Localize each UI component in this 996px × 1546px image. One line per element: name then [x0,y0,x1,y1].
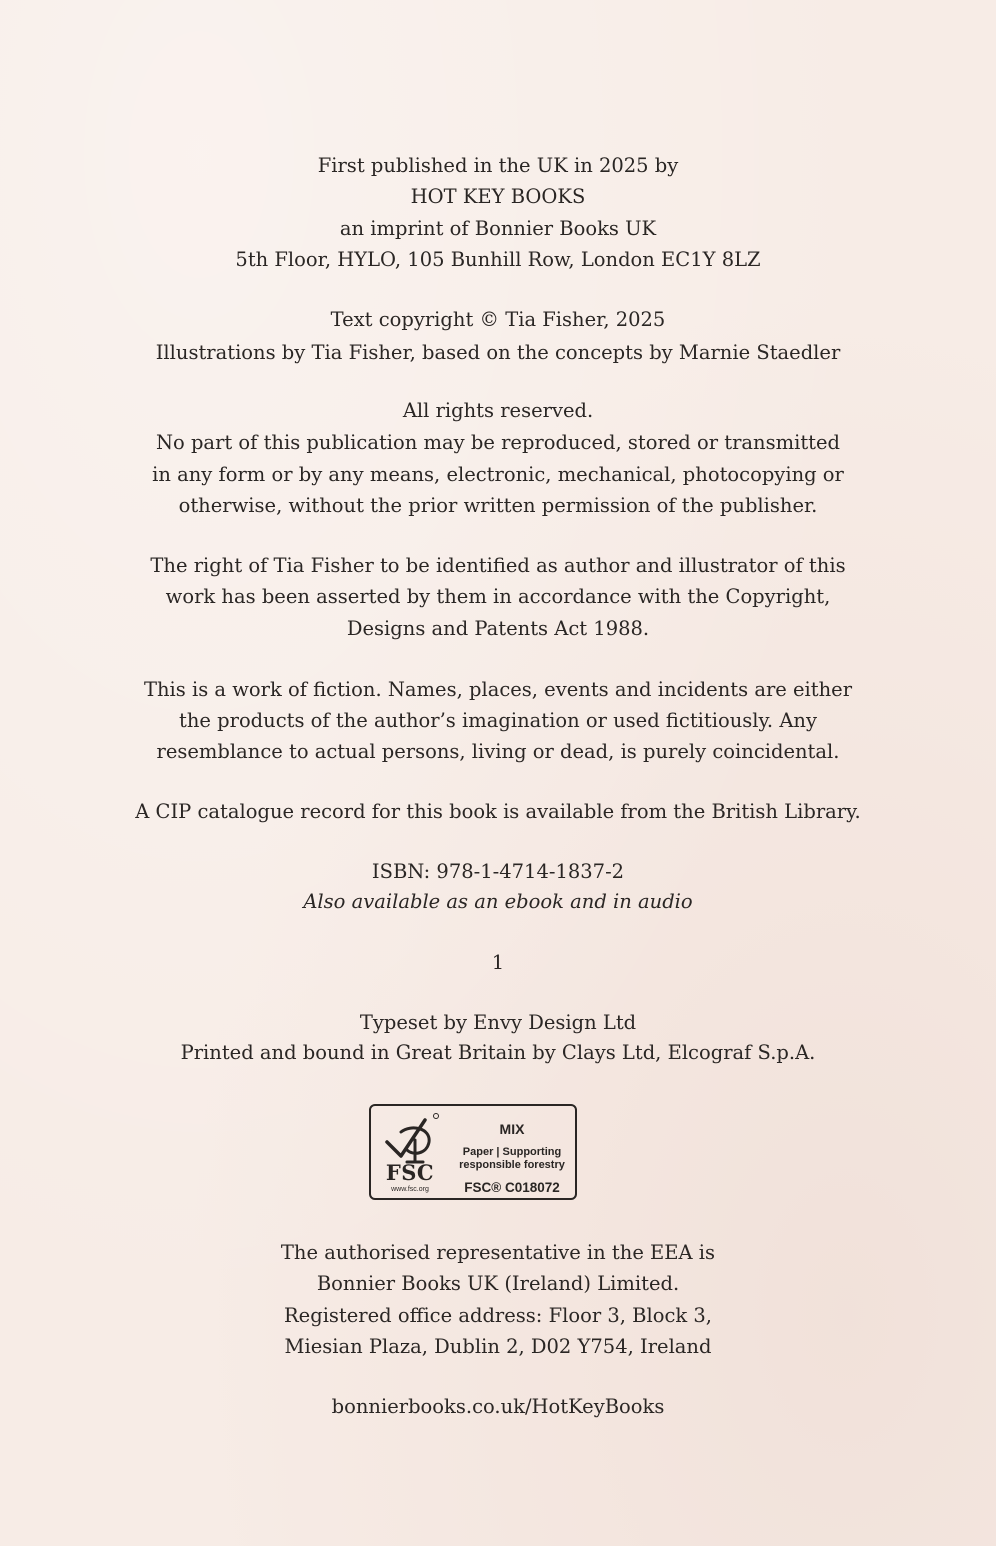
illustrations-credit: Illustrations by Tia Fisher, based on the concepts by Marnie Staedler [155,341,841,364]
rights-line-1: No part of this publication may be reproduced, stored or transmitted [155,431,841,454]
moral-rights-line-1: The right of Tia Fisher to be identified as author and illustrator of this [150,554,846,577]
rights-line-2: in any form or by any means, electronic, mechanical, photocopying or [152,463,844,486]
fsc-description-line-1: Paper | Supporting [462,1146,562,1158]
printing-number: 1 [491,951,505,974]
fiction-line-1: This is a work of fiction. Names, places, events and incidents are either [143,678,853,701]
moral-rights-line-2: work has been asserted by them in accordance with the Copyright, [165,585,831,608]
also-available: Also available as an ebook and in audio [303,890,693,913]
fsc-mix-label: MIX [499,1121,525,1137]
fsc-description-line-2: responsible forestry [459,1159,565,1171]
eea-line-3: Registered office address: Floor 3, Block 3, [283,1304,712,1327]
moral-rights-line-3: Designs and Patents Act 1988. [346,617,650,640]
fsc-license-code: FSC® C018072 [464,1180,560,1195]
cip-record: A CIP catalogue record for this book is available from the British Library. [135,800,861,823]
eea-line-2: Bonnier Books UK (Ireland) Limited. [316,1272,680,1295]
fiction-line-2: the products of the author’s imagination or used fictitiously. Any [179,709,817,732]
fsc-mark-text: FSC [385,1160,435,1185]
fsc-logo [369,1104,577,1200]
printed-credit: Printed and bound in Great Britain by Clays Ltd, Elcograf S.p.A. [180,1041,816,1064]
isbn: ISBN: 978-1-4714-1837-2 [371,860,625,883]
publisher-imprint: an imprint of Bonnier Books UK [339,217,657,240]
all-rights-reserved: All rights reserved. [402,399,594,422]
eea-line-4: Miesian Plaza, Dublin 2, D02 Y754, Ireland [284,1335,712,1358]
fiction-line-3: resemblance to actual persons, living or dead, is purely coincidental. [156,740,840,763]
typeset-credit: Typeset by Envy Design Ltd [359,1011,637,1034]
fsc-url: www.fsc.org [391,1186,429,1193]
first-published-line: First published in the UK in 2025 by [317,154,679,177]
publisher-address: 5th Floor, HYLO, 105 Bunhill Row, London EC1Y 8LZ [235,248,761,271]
eea-line-1: The authorised representative in the EEA is [280,1241,716,1264]
publisher-name: HOT KEY BOOKS [410,185,586,208]
publisher-website: bonnierbooks.co.uk/HotKeyBooks [331,1395,665,1418]
rights-line-3: otherwise, without the prior written permission of the publisher. [178,494,818,517]
text-copyright: Text copyright © Tia Fisher, 2025 [330,308,666,331]
